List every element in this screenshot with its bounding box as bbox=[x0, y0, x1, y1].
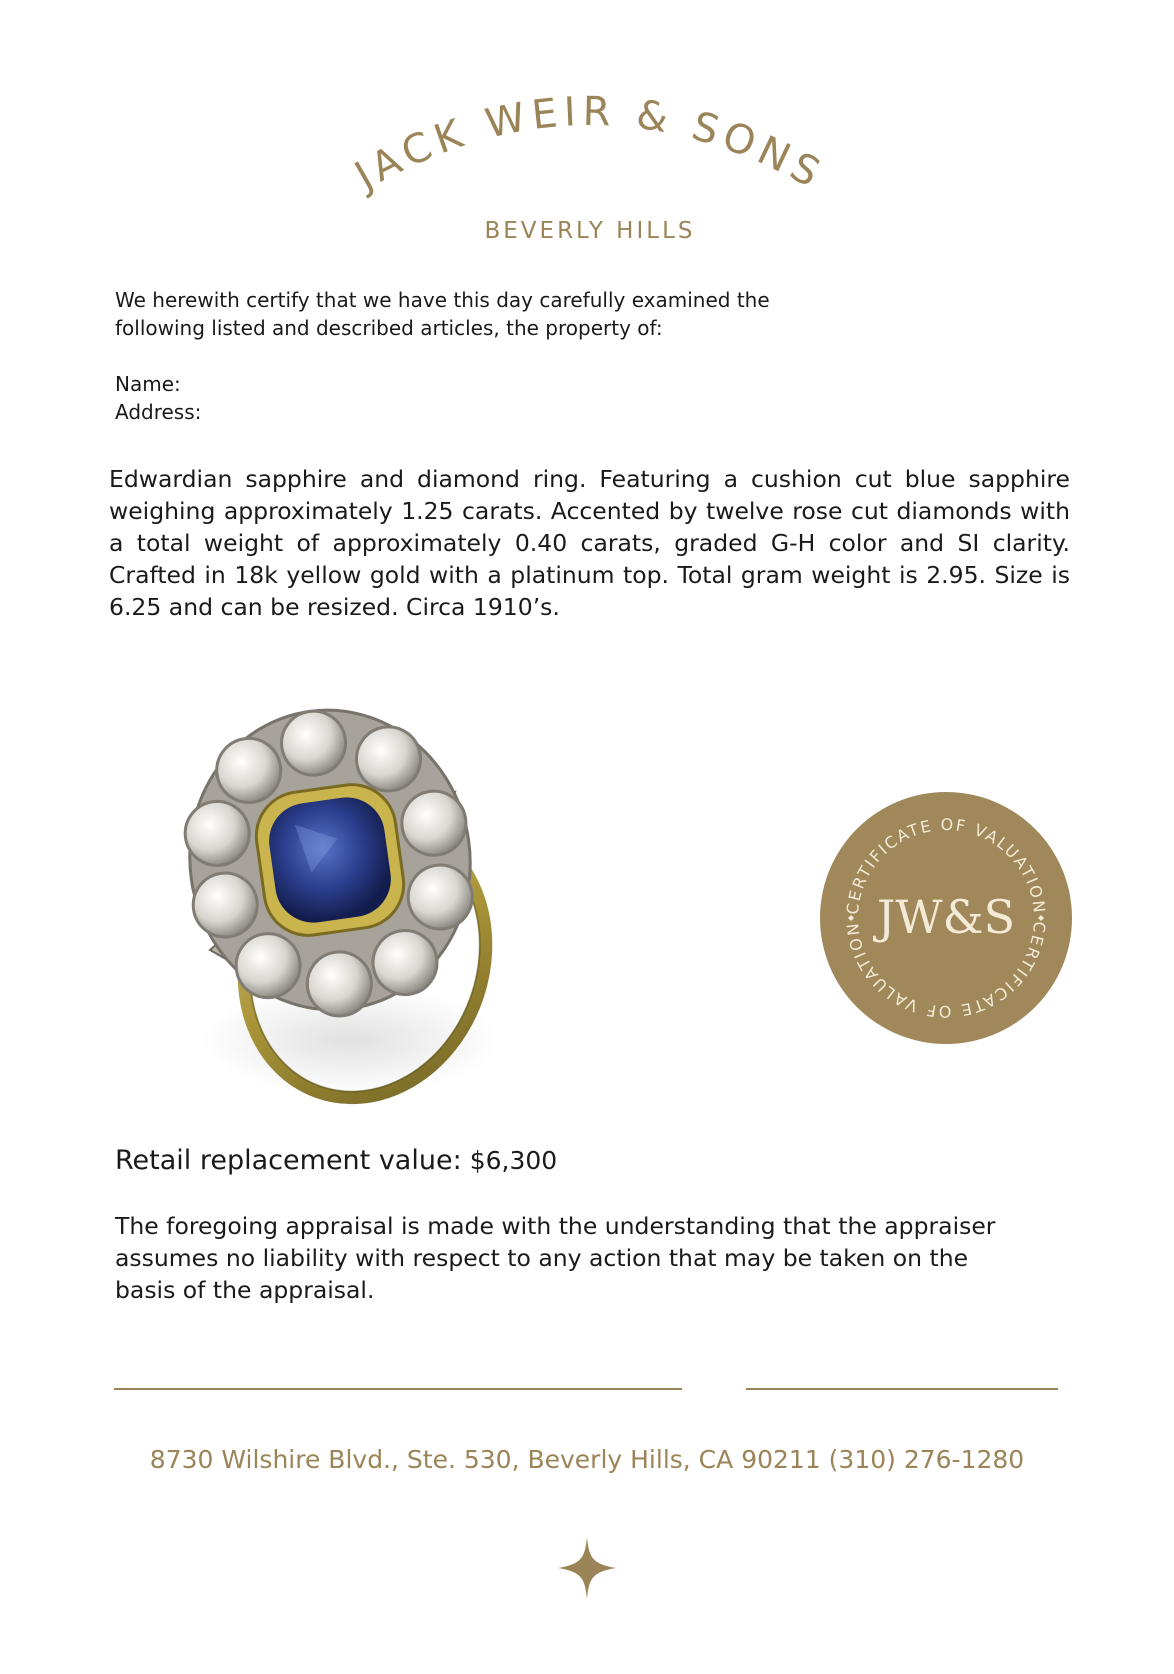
certificate-seal bbox=[818, 790, 1074, 1046]
four-point-star-icon bbox=[558, 1537, 616, 1599]
seal-text-top: CERTIFICATE OF VALUATION bbox=[842, 814, 1050, 916]
brand-location: BEVERLY HILLS bbox=[484, 218, 696, 244]
date-line bbox=[746, 1388, 1058, 1390]
value-amount: $6,300 bbox=[469, 1146, 558, 1175]
footer-address: 8730 Wilshire Blvd., Ste. 530, Beverly Hills, CA 90211 (310) 276-1280 bbox=[149, 1445, 1025, 1474]
address-label: Address: bbox=[115, 400, 202, 424]
value-label: Retail replacement value: bbox=[115, 1145, 462, 1176]
seal-text-bottom: CERTIFICATE OF VALUATION bbox=[842, 920, 1050, 1022]
intro-line: We herewith certify that we have this day carefully examined the bbox=[115, 288, 770, 312]
certification-intro bbox=[115, 286, 875, 342]
intro-line: following listed and described articles, the property of: bbox=[115, 316, 663, 340]
item-description: Edwardian sapphire and diamond ring. Featuring a cushion cut blue sapphire weighing approximately 1.25 carats. Accented by twelve rose cut diamonds with a total weight of approximately 0.40 carats, graded G-H color and SI clarity. Crafted in 18k yellow gold with a platinum top. Total gram weight is 2.95. Size is 6.25 and can be resized. Circa 1910’s. bbox=[109, 465, 1070, 621]
seal-monogram: JW&S bbox=[876, 890, 1016, 944]
owner-info bbox=[115, 370, 201, 426]
brand-logo bbox=[300, 70, 880, 260]
name-label: Name: bbox=[115, 372, 181, 396]
retail-value bbox=[115, 1145, 557, 1176]
signature-line bbox=[114, 1388, 682, 1390]
brand-name: JACK WEIR & SONS bbox=[347, 88, 833, 200]
sapphire-ring-illustration bbox=[180, 700, 510, 1110]
disclaimer: The foregoing appraisal is made with the understanding that the appraiser assumes no liability with respect to any action that may be taken on the basis of the appraisal. bbox=[115, 1212, 996, 1304]
